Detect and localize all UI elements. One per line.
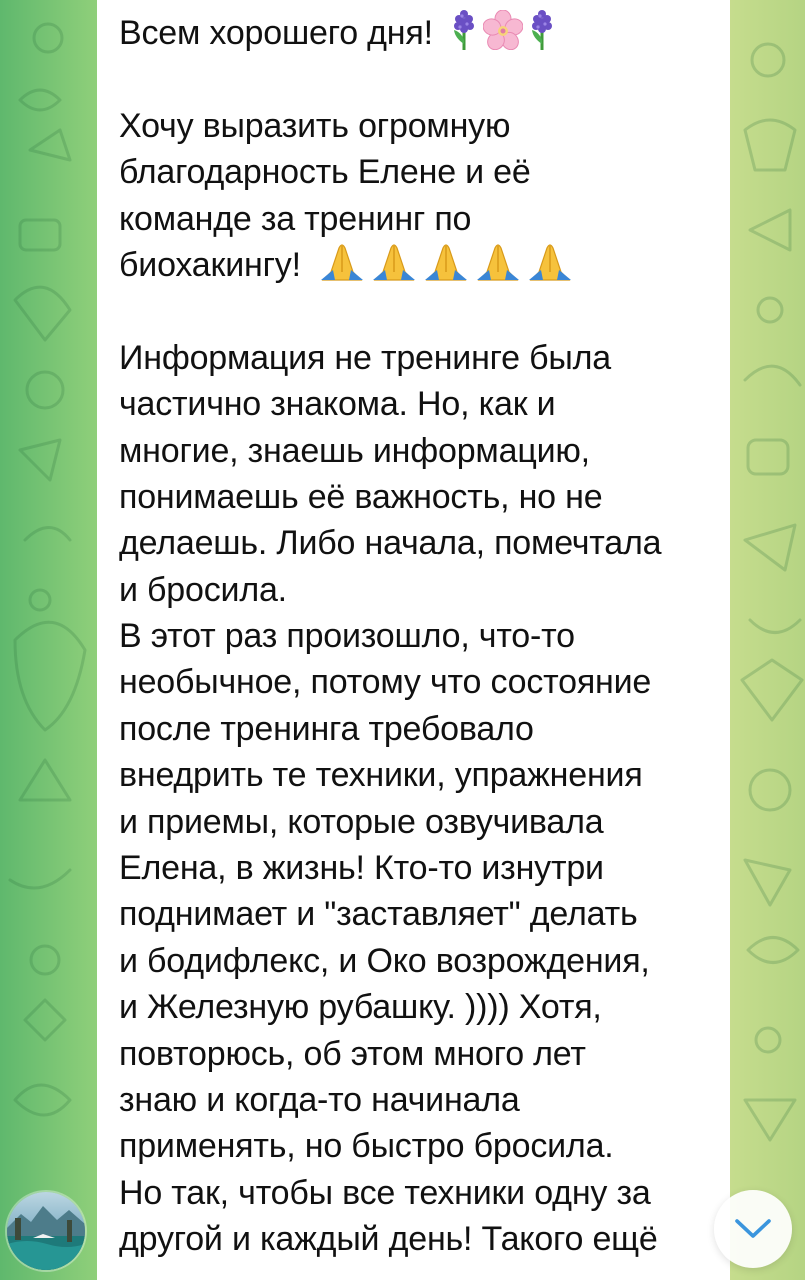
message-line [119,567,708,613]
message-line-text: после тренинга требовало [119,709,534,748]
message-line-text: и бросила. [119,570,287,609]
message-line-text: другой и каждый день! Такого ещё [119,1220,658,1259]
message-line-text: биохакингу! [119,245,301,284]
message-line-text: Информация не тренинге была [119,338,611,377]
message-line [119,1077,708,1123]
message-line [119,381,708,427]
message-line-text: повторюсь, об этом много лет [119,1034,586,1073]
message-line-text: благодарность Елене и её [119,153,531,192]
message-line [119,10,708,56]
message-line [119,1123,708,1169]
message-line [119,706,708,752]
scroll-to-bottom-button[interactable] [714,1190,792,1268]
message-line [119,335,708,381]
emoji-group [445,14,555,52]
blank-line [119,56,708,102]
message-line [119,428,708,474]
avatar-landscape-icon [7,1192,85,1270]
message-line-text: делаешь. Либо начала, помечтала [119,524,662,563]
message-bubble[interactable] [97,0,730,1280]
cherry-blossom-emoji [483,10,523,62]
blank-line [119,288,708,334]
folded-hands-emoji [527,242,573,294]
message-text [119,10,708,1263]
message-line-text: Но так, чтобы все техники одну за [119,1173,651,1212]
message-line-text: частично знакома. Но, как и [119,385,556,424]
message-line [119,845,708,891]
message-line [119,474,708,520]
message-line-text: применять, но быстро бросила. [119,1127,614,1166]
message-line [119,242,708,288]
message-line-text: В этот раз произошло, что-то [119,617,575,656]
message-line-text: понимаешь её важность, но не [119,477,603,516]
hyacinth-emoji [451,10,477,62]
message-line-text: поднимает и "заставляет" делать [119,895,638,934]
message-line [119,103,708,149]
hyacinth-emoji [529,10,555,62]
message-line-text: и Железную рубашку. )))) Хотя, [119,988,602,1027]
message-line [119,938,708,984]
message-line [119,659,708,705]
message-line-text: и приемы, которые озвучивала [119,802,604,841]
message-line-text: Елена, в жизнь! Кто-то изнутри [119,849,604,888]
folded-hands-emoji [371,242,417,294]
message-line-text: необычное, потому что состояние [119,663,652,702]
emoji-group [313,246,573,284]
message-line [119,1216,708,1262]
chevron-down-icon [733,1217,773,1241]
folded-hands-emoji [423,242,469,294]
message-line [119,520,708,566]
message-line [119,891,708,937]
message-line-text: знаю и когда-то начинала [119,1080,520,1119]
message-line-text: внедрить те техники, упражнения [119,756,643,795]
message-line-text: Хочу выразить огромную [119,106,511,145]
message-line [119,1031,708,1077]
message-line-text: Всем хорошего дня! [119,14,433,52]
message-line [119,196,708,242]
folded-hands-emoji [475,242,521,294]
message-line [119,799,708,845]
message-line [119,613,708,659]
message-line [119,149,708,195]
message-line [119,984,708,1030]
folded-hands-emoji [319,242,365,294]
sender-avatar[interactable] [7,1192,85,1270]
message-line [119,1170,708,1216]
message-line [119,752,708,798]
message-line-text: и бодифлекс, и Око возрождения, [119,941,650,980]
message-line-text: команде за тренинг по [119,199,472,238]
message-line-text: многие, знаешь информацию, [119,431,590,470]
